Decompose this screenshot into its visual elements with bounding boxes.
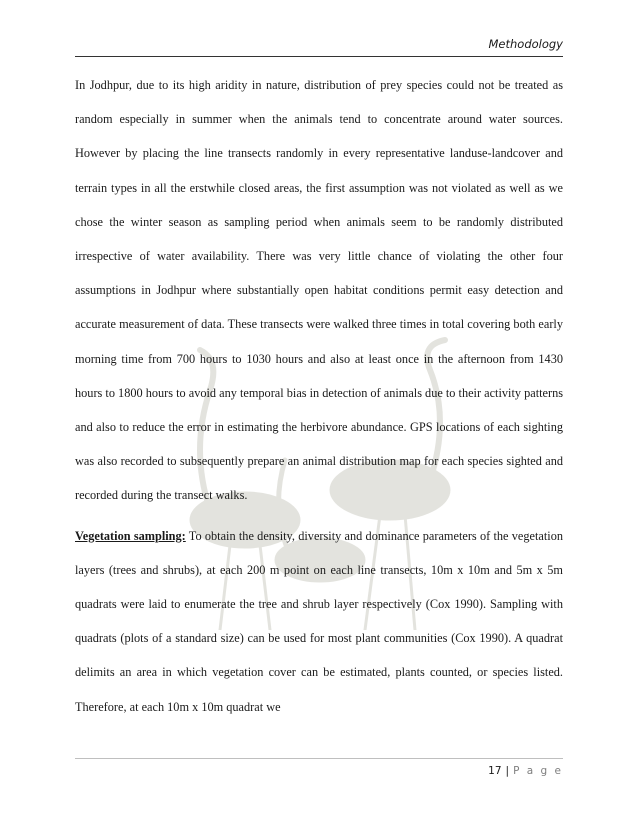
- body-text: [75, 68, 563, 724]
- page-footer: [75, 758, 563, 777]
- page-number: 17: [488, 765, 502, 777]
- footer-separator: |: [505, 765, 510, 777]
- paragraph-vegetation-sampling: [75, 519, 563, 724]
- vegetation-sampling-heading: Vegetation sampling:: [75, 528, 186, 543]
- paragraph-line-transects: In Jodhpur, due to its high aridity in nature, distribution of prey species could not be treated as random especially in summer when the animals tend to concentrate around water sources. However by placing the line transects randomly in every representative landuse-landcover and terrain types in all the erstwhile closed areas, the first assumption was not violated as well as we chose the winter season as sampling period when animals seem to be randomly distributed irrespective of water availability. There was very little chance of violating the other four assumptions in Jodhpur where substantially open habitat conditions permit easy detection and accurate measurement of data. These transects were walked three times in total covering both early morning time from 700 hours to 1030 hours and also at least once in the afternoon from 1430 hours to 1800 hours to avoid any temporal bias in detection of animals due to their activity patterns and also to reduce the error in estimating the herbivore abundance. GPS locations of each sighting was also recorded to subsequently prepare an animal distribution map for each species sighted and recorded during the transect walks.: [75, 78, 564, 503]
- page-label: P a g e: [513, 765, 563, 777]
- header-section-title: Methodology: [488, 37, 563, 51]
- vegetation-sampling-text: To obtain the density, diversity and dominance parameters of the vegetation layers (trees and shrubs), at each 200 m point on each line transects, 10m x 10m and 5m x 5m quadrats were laid to enumerate the tree and shrub layer respectively (Cox 1990). Sampling with quadrats (plots of a standard size) can be used for most plant communities (Cox 1990). A quadrat delimits an area in which vegetation cover can be estimated, plants counted, or species listed. Therefore, at each 10m x 10m quadrat we: [75, 528, 563, 714]
- page-header: [75, 34, 563, 57]
